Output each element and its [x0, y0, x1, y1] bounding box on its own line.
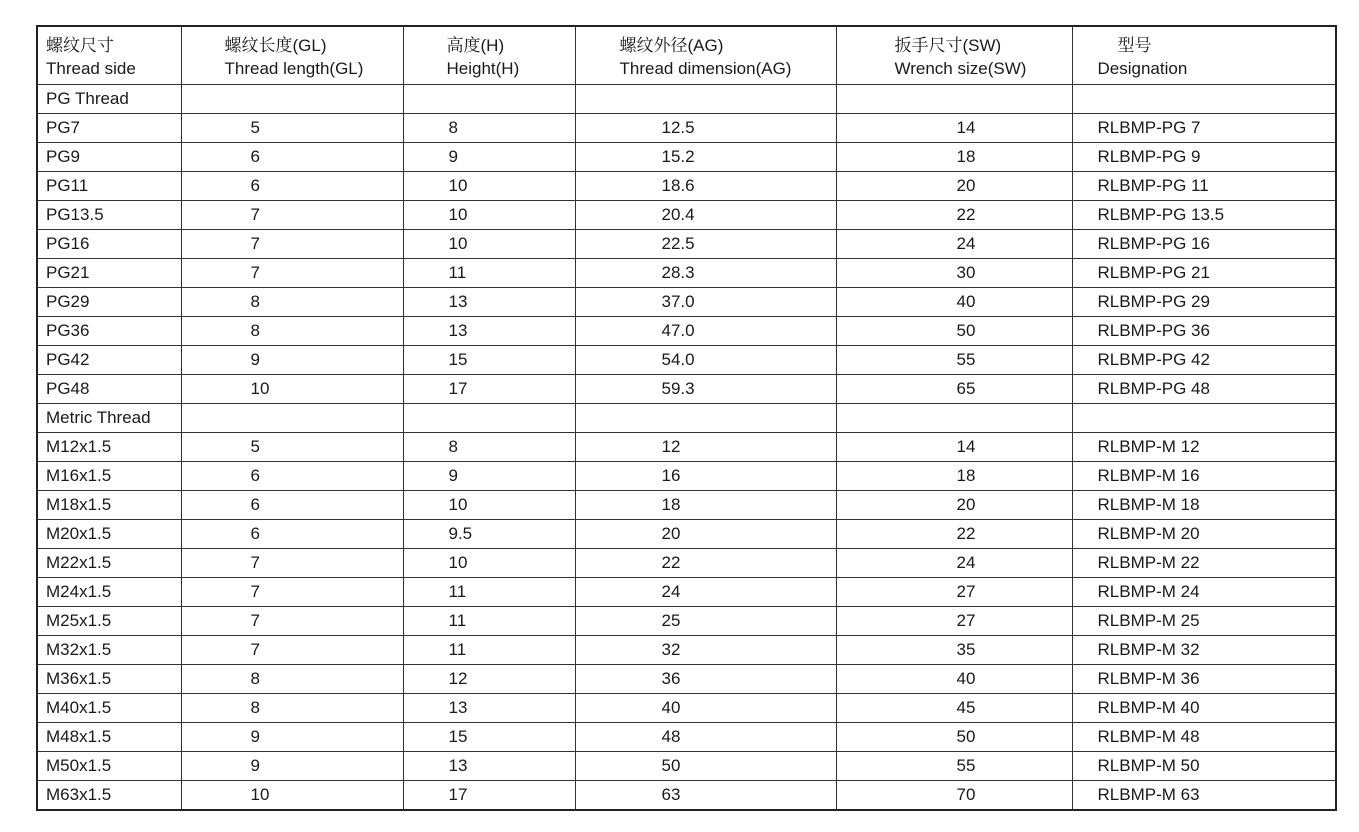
- cell-thread-dimension: 20: [575, 520, 836, 549]
- cell-thread-side: M40x1.5: [37, 694, 181, 723]
- cell-height: 15: [403, 346, 575, 375]
- cell-thread-side: PG42: [37, 346, 181, 375]
- cell-wrench-size: 20: [836, 172, 1072, 201]
- group-header-row: [37, 85, 1336, 114]
- cell-designation: RLBMP-M 20: [1072, 520, 1336, 549]
- cell-wrench-size: 24: [836, 549, 1072, 578]
- cell-height: 10: [403, 172, 575, 201]
- cell-height: 13: [403, 694, 575, 723]
- cell-thread-length: 6: [181, 462, 403, 491]
- cell-thread-dimension: 36: [575, 665, 836, 694]
- cell-thread-length: 7: [181, 230, 403, 259]
- cell-thread-side: M16x1.5: [37, 462, 181, 491]
- cell-thread-dimension: 20.4: [575, 201, 836, 230]
- cell-thread-side: PG16: [37, 230, 181, 259]
- cell-designation: RLBMP-PG 42: [1072, 346, 1336, 375]
- cell-wrench-size: 22: [836, 201, 1072, 230]
- cell-thread-dimension: 15.2: [575, 143, 836, 172]
- cell-thread-dimension: 16: [575, 462, 836, 491]
- cell-thread-side: PG21: [37, 259, 181, 288]
- cell-designation: RLBMP-PG 7: [1072, 114, 1336, 143]
- table-row: [37, 114, 1336, 143]
- cell-thread-dimension: 22.5: [575, 230, 836, 259]
- empty-cell: [181, 404, 403, 433]
- cell-height: 10: [403, 201, 575, 230]
- cell-height: 15: [403, 723, 575, 752]
- cell-thread-dimension: 25: [575, 607, 836, 636]
- empty-cell: [836, 404, 1072, 433]
- cell-designation: RLBMP-M 50: [1072, 752, 1336, 781]
- cell-wrench-size: 55: [836, 346, 1072, 375]
- cell-wrench-size: 50: [836, 317, 1072, 346]
- header-en: Wrench size(SW): [894, 58, 1027, 78]
- cell-thread-dimension: 37.0: [575, 288, 836, 317]
- cell-thread-dimension: 54.0: [575, 346, 836, 375]
- cell-thread-side: M36x1.5: [37, 665, 181, 694]
- table-row: [37, 201, 1336, 230]
- table-row: [37, 723, 1336, 752]
- cell-thread-side: M48x1.5: [37, 723, 181, 752]
- cell-thread-length: 9: [181, 346, 403, 375]
- cell-thread-length: 6: [181, 172, 403, 201]
- header-zh: 高度(H): [446, 35, 505, 55]
- cell-thread-length: 5: [181, 433, 403, 462]
- cell-thread-side: M50x1.5: [37, 752, 181, 781]
- cell-thread-length: 9: [181, 723, 403, 752]
- empty-cell: [836, 85, 1072, 114]
- empty-cell: [1072, 85, 1336, 114]
- cell-wrench-size: 50: [836, 723, 1072, 752]
- cell-thread-length: 7: [181, 578, 403, 607]
- cell-thread-dimension: 12: [575, 433, 836, 462]
- group-label: Metric Thread: [37, 404, 181, 433]
- table-row: [37, 520, 1336, 549]
- cell-thread-side: M63x1.5: [37, 781, 181, 811]
- table-row: [37, 781, 1336, 811]
- cell-designation: RLBMP-M 24: [1072, 578, 1336, 607]
- cell-height: 11: [403, 259, 575, 288]
- header-en: Thread dimension(AG): [619, 58, 792, 78]
- cell-designation: RLBMP-PG 11: [1072, 172, 1336, 201]
- header-en: Thread length(GL): [224, 58, 364, 78]
- cell-height: 11: [403, 578, 575, 607]
- cell-thread-side: M20x1.5: [37, 520, 181, 549]
- header-zh: 扳手尺寸(SW): [894, 35, 1002, 55]
- cell-thread-length: 6: [181, 491, 403, 520]
- cell-height: 13: [403, 752, 575, 781]
- cell-height: 11: [403, 607, 575, 636]
- empty-cell: [1072, 404, 1336, 433]
- table-header-row: [37, 26, 1336, 85]
- cell-thread-length: 5: [181, 114, 403, 143]
- cell-thread-dimension: 47.0: [575, 317, 836, 346]
- cell-wrench-size: 22: [836, 520, 1072, 549]
- cell-thread-side: PG9: [37, 143, 181, 172]
- cell-thread-side: PG13.5: [37, 201, 181, 230]
- cell-height: 9.5: [403, 520, 575, 549]
- cell-thread-side: M22x1.5: [37, 549, 181, 578]
- cell-height: 8: [403, 114, 575, 143]
- cell-thread-side: PG29: [37, 288, 181, 317]
- table-row: [37, 752, 1336, 781]
- cell-thread-length: 10: [181, 375, 403, 404]
- table-row: [37, 491, 1336, 520]
- cell-wrench-size: 40: [836, 665, 1072, 694]
- table-row: [37, 665, 1336, 694]
- header-height: [403, 26, 575, 85]
- cell-height: 17: [403, 781, 575, 811]
- header-zh: 型号: [1117, 35, 1152, 55]
- cell-wrench-size: 14: [836, 114, 1072, 143]
- cell-designation: RLBMP-M 36: [1072, 665, 1336, 694]
- cell-wrench-size: 27: [836, 578, 1072, 607]
- cell-height: 13: [403, 288, 575, 317]
- cell-height: 10: [403, 491, 575, 520]
- cell-thread-length: 6: [181, 143, 403, 172]
- cell-thread-length: 7: [181, 636, 403, 665]
- cell-wrench-size: 55: [836, 752, 1072, 781]
- table-row: [37, 230, 1336, 259]
- cell-wrench-size: 14: [836, 433, 1072, 462]
- cell-thread-length: 8: [181, 317, 403, 346]
- cell-height: 17: [403, 375, 575, 404]
- cell-thread-length: 8: [181, 665, 403, 694]
- cell-thread-side: M18x1.5: [37, 491, 181, 520]
- cell-designation: RLBMP-M 18: [1072, 491, 1336, 520]
- cell-thread-dimension: 40: [575, 694, 836, 723]
- table-row: [37, 694, 1336, 723]
- cell-designation: RLBMP-M 22: [1072, 549, 1336, 578]
- header-en: Designation: [1097, 58, 1188, 78]
- cell-wrench-size: 40: [836, 288, 1072, 317]
- cell-designation: RLBMP-M 48: [1072, 723, 1336, 752]
- cell-designation: RLBMP-PG 36: [1072, 317, 1336, 346]
- cell-thread-dimension: 18: [575, 491, 836, 520]
- header-designation: [1072, 26, 1336, 85]
- cell-thread-side: PG48: [37, 375, 181, 404]
- group-label: PG Thread: [37, 85, 181, 114]
- cell-thread-length: 7: [181, 549, 403, 578]
- cell-height: 8: [403, 433, 575, 462]
- group-header-row: [37, 404, 1336, 433]
- cell-designation: RLBMP-PG 21: [1072, 259, 1336, 288]
- cell-wrench-size: 35: [836, 636, 1072, 665]
- header-wrench-size: [836, 26, 1072, 85]
- cell-thread-dimension: 48: [575, 723, 836, 752]
- cell-designation: RLBMP-PG 48: [1072, 375, 1336, 404]
- cell-thread-length: 7: [181, 259, 403, 288]
- cell-designation: RLBMP-PG 29: [1072, 288, 1336, 317]
- table-body: [37, 26, 1336, 810]
- cell-thread-side: M32x1.5: [37, 636, 181, 665]
- empty-cell: [403, 85, 575, 114]
- table-row: [37, 607, 1336, 636]
- cell-wrench-size: 30: [836, 259, 1072, 288]
- cell-thread-side: PG11: [37, 172, 181, 201]
- thread-spec-table: [36, 25, 1337, 811]
- cell-thread-dimension: 63: [575, 781, 836, 811]
- header-zh: 螺纹尺寸: [46, 35, 114, 55]
- cell-height: 12: [403, 665, 575, 694]
- cell-thread-side: M12x1.5: [37, 433, 181, 462]
- cell-designation: RLBMP-M 16: [1072, 462, 1336, 491]
- header-thread-dimension: [575, 26, 836, 85]
- table-row: [37, 462, 1336, 491]
- table-row: [37, 433, 1336, 462]
- empty-cell: [575, 404, 836, 433]
- cell-thread-dimension: 22: [575, 549, 836, 578]
- cell-thread-side: M24x1.5: [37, 578, 181, 607]
- cell-thread-dimension: 18.6: [575, 172, 836, 201]
- cell-thread-length: 7: [181, 201, 403, 230]
- cell-thread-dimension: 24: [575, 578, 836, 607]
- table-row: [37, 288, 1336, 317]
- table-row: [37, 259, 1336, 288]
- cell-wrench-size: 27: [836, 607, 1072, 636]
- table-row: [37, 549, 1336, 578]
- cell-wrench-size: 24: [836, 230, 1072, 259]
- table-row: [37, 375, 1336, 404]
- cell-thread-side: PG36: [37, 317, 181, 346]
- cell-thread-dimension: 50: [575, 752, 836, 781]
- cell-thread-length: 7: [181, 607, 403, 636]
- cell-thread-length: 10: [181, 781, 403, 811]
- table-row: [37, 172, 1336, 201]
- cell-height: 9: [403, 143, 575, 172]
- header-zh: 螺纹长度(GL): [224, 35, 327, 55]
- cell-thread-side: PG7: [37, 114, 181, 143]
- empty-cell: [403, 404, 575, 433]
- cell-thread-side: M25x1.5: [37, 607, 181, 636]
- cell-designation: RLBMP-M 25: [1072, 607, 1336, 636]
- cell-wrench-size: 18: [836, 462, 1072, 491]
- cell-thread-length: 8: [181, 288, 403, 317]
- header-en: Thread side: [46, 58, 136, 78]
- cell-thread-dimension: 28.3: [575, 259, 836, 288]
- cell-wrench-size: 18: [836, 143, 1072, 172]
- cell-thread-length: 8: [181, 694, 403, 723]
- table-row: [37, 317, 1336, 346]
- header-thread-side: [37, 26, 181, 85]
- cell-designation: RLBMP-M 32: [1072, 636, 1336, 665]
- cell-wrench-size: 70: [836, 781, 1072, 811]
- cell-designation: RLBMP-PG 16: [1072, 230, 1336, 259]
- cell-height: 10: [403, 549, 575, 578]
- cell-designation: RLBMP-M 12: [1072, 433, 1336, 462]
- cell-wrench-size: 20: [836, 491, 1072, 520]
- cell-height: 10: [403, 230, 575, 259]
- cell-wrench-size: 65: [836, 375, 1072, 404]
- table-row: [37, 578, 1336, 607]
- cell-thread-dimension: 59.3: [575, 375, 836, 404]
- cell-wrench-size: 45: [836, 694, 1072, 723]
- cell-thread-dimension: 12.5: [575, 114, 836, 143]
- cell-designation: RLBMP-PG 9: [1072, 143, 1336, 172]
- cell-designation: RLBMP-PG 13.5: [1072, 201, 1336, 230]
- table-row: [37, 346, 1336, 375]
- cell-height: 9: [403, 462, 575, 491]
- empty-cell: [181, 85, 403, 114]
- empty-cell: [575, 85, 836, 114]
- cell-thread-length: 9: [181, 752, 403, 781]
- header-thread-length: [181, 26, 403, 85]
- header-en: Height(H): [446, 58, 520, 78]
- cell-height: 11: [403, 636, 575, 665]
- cell-designation: RLBMP-M 40: [1072, 694, 1336, 723]
- cell-thread-dimension: 32: [575, 636, 836, 665]
- header-zh: 螺纹外径(AG): [619, 35, 724, 55]
- cell-height: 13: [403, 317, 575, 346]
- table-row: [37, 636, 1336, 665]
- cell-thread-length: 6: [181, 520, 403, 549]
- table-row: [37, 143, 1336, 172]
- cell-designation: RLBMP-M 63: [1072, 781, 1336, 811]
